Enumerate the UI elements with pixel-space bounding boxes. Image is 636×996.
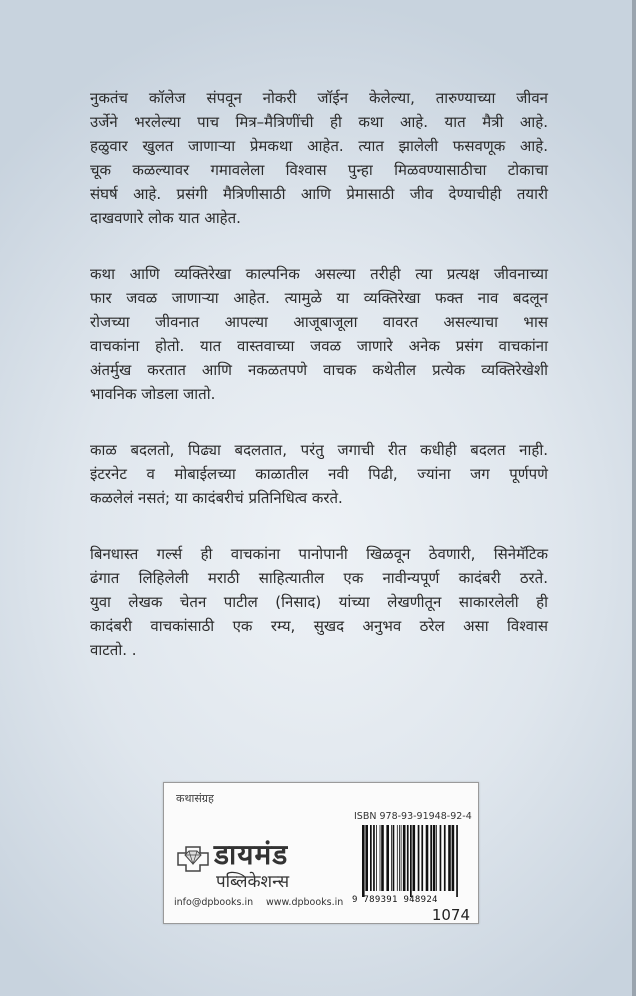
barcode-bar bbox=[381, 825, 384, 891]
publisher-email: info@dpbooks.in bbox=[174, 897, 254, 908]
blurb-line: भावनिक जोडला जातो. bbox=[90, 385, 216, 403]
barcode bbox=[360, 825, 460, 897]
blurb-line: युवा लेखक चेतन पाटील (निसाद) यांच्या लेखणीतून साकारलेली ही bbox=[90, 593, 548, 611]
barcode-bar bbox=[440, 825, 442, 891]
barcode-bar bbox=[433, 825, 436, 891]
blurb-paragraph bbox=[90, 262, 548, 406]
barcode-bar bbox=[410, 825, 412, 897]
barcode-bar bbox=[407, 825, 409, 891]
barcode-bar bbox=[393, 825, 395, 891]
barcode-bar bbox=[444, 825, 446, 891]
isbn-label: ISBN 978-93-91948-92-4 bbox=[354, 811, 472, 822]
blurb-line: हळुवार खुलत जाणाऱ्या प्रेमकथा आहेत. त्यात झालेली फसवणूक आहे. bbox=[90, 137, 548, 155]
barcode-bar bbox=[426, 825, 429, 891]
genre-label: कथासंग्रह bbox=[176, 792, 214, 805]
barcode-bar bbox=[391, 825, 392, 891]
barcode-bar bbox=[380, 825, 381, 891]
blurb-line: कथा आणि व्यक्तिरेखा काल्पनिक असल्या तरीही त्या प्रत्यक्ष जीवनाच्या bbox=[90, 265, 548, 283]
back-cover-blurb bbox=[90, 86, 548, 694]
barcode-bar bbox=[370, 825, 372, 891]
blurb-line: नुकतंच कॉलेज संपवून नोकरी जॉईन केलेल्या, तारुण्याच्या जीवन bbox=[90, 89, 548, 107]
barcode-bar bbox=[456, 825, 458, 897]
barcode-bar bbox=[397, 825, 398, 891]
blurb-line: फार जवळ जाणाऱ्या आहेत. त्यामुळे या व्यक्तिरेखा फक्त नाव बदलून bbox=[90, 289, 548, 307]
blurb-line: कळलेलं नसतं; या कादंबरीचं प्रतिनिधित्व करते. bbox=[90, 489, 343, 507]
blurb-paragraph bbox=[90, 86, 548, 230]
barcode-bar bbox=[403, 825, 406, 891]
barcode-bar bbox=[376, 825, 377, 891]
blurb-paragraph bbox=[90, 438, 548, 510]
barcode-bar bbox=[401, 825, 402, 891]
blurb-line: बिनधास्त गर्ल्स ही वाचकांना पानोपानी खिळवून ठेवणारी, सिनेमॅटिक bbox=[90, 545, 548, 563]
barcode-digits: 9 789391 948924 bbox=[352, 895, 438, 905]
page-edge bbox=[632, 0, 636, 996]
barcode-bar bbox=[418, 825, 420, 891]
barcode-bar bbox=[362, 825, 365, 897]
blurb-line: संघर्ष आहे. प्रसंगी मैत्रिणीसाठी आणि प्रेमासाठी जीव देण्याचीही तयारी bbox=[90, 185, 548, 203]
publisher-website: www.dpbooks.in bbox=[266, 897, 344, 908]
blurb-line: वाटतो. . bbox=[90, 641, 137, 659]
barcode-bar bbox=[452, 825, 455, 891]
blurb-line: रोजच्या जीवनात आपल्या आजूबाजूला वावरत असल्याचा भास bbox=[90, 313, 548, 331]
barcode-bar bbox=[430, 825, 432, 891]
blurb-line: अंतर्मुख करतात आणि नकळतपणे वाचक कथेतील प्रत्येक व्यक्तिरेखेशी bbox=[90, 361, 548, 379]
blurb-line: काळ बदलतो, पिढ्या बदलतात, परंतु जगाची रीत कधीही बदलत नाही. bbox=[90, 441, 548, 459]
blurb-line: दाखवणारे लोक यात आहेत. bbox=[90, 209, 241, 227]
blurb-line: चूक कळल्यावर गमावलेला विश्वास पुन्हा मिळवण्यासाठीचा टोकाचा bbox=[90, 161, 548, 179]
blurb-line: ढंगात लिहिलेली मराठी साहित्यातील एक नावीन्यपूर्ण कादंबरी ठरते. bbox=[90, 569, 548, 587]
barcode-bar bbox=[373, 825, 375, 891]
barcode-bar bbox=[421, 825, 423, 891]
imprint-box bbox=[163, 782, 479, 924]
blurb-line: वाचकांना होतो. यात वास्तवाच्या जवळ जाणारे अनेक प्रसंग वाचकांना bbox=[90, 337, 548, 355]
barcode-bar bbox=[413, 825, 416, 891]
publisher-subname: पब्लिकेशन्स bbox=[216, 872, 290, 892]
barcode-bar bbox=[448, 825, 451, 891]
blurb-line: कादंबरी वाचकांसाठी एक रम्य, सुखद अनुभव ठरेल असा विश्वास bbox=[90, 617, 548, 635]
diamond-logo-icon bbox=[174, 843, 212, 873]
blurb-line: इंटरनेट व मोबाईलच्या काळातील नवी पिढी, ज्यांना जग पूर्णपणे bbox=[90, 465, 548, 483]
barcode-bar bbox=[436, 825, 437, 891]
barcode-bar bbox=[399, 825, 400, 891]
publisher-name: डायमंड bbox=[214, 838, 289, 871]
barcode-bar bbox=[365, 825, 368, 891]
blurb-line: उर्जेने भरलेल्या पाच मित्र–मैत्रिणींची ही कथा आहे. यात मैत्री आहे. bbox=[90, 113, 548, 131]
price-code: 1074 bbox=[431, 906, 470, 924]
blurb-paragraph bbox=[90, 542, 548, 662]
barcode-bar bbox=[386, 825, 389, 891]
